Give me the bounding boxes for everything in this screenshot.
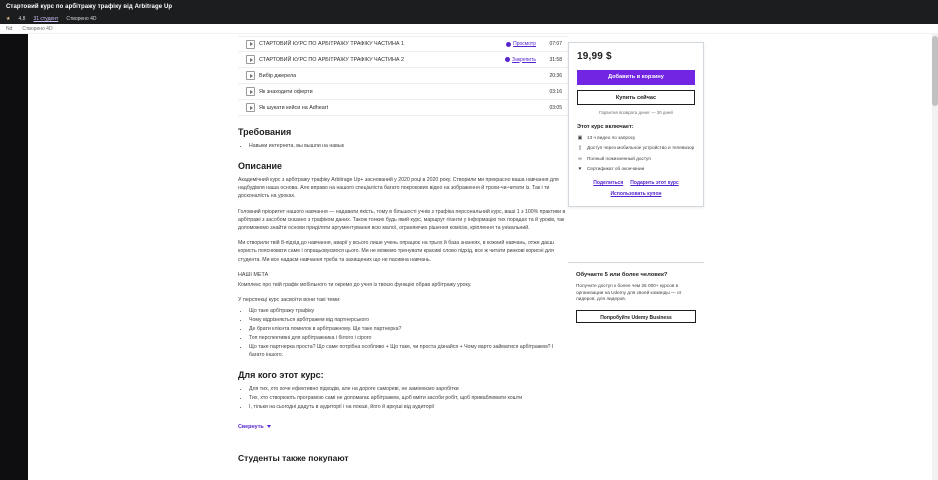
updated-label: Створено 4D — [66, 16, 97, 22]
course-meta-strip — [0, 14, 938, 24]
includes-heading: Этот курс включает: — [577, 124, 634, 130]
includes-item — [577, 156, 695, 162]
topics-intro: У перспекці курс засвоїти вони такі теми: — [238, 297, 341, 304]
students-count-link[interactable]: 31 студент — [33, 16, 59, 22]
secondary-meta-row — [0, 24, 938, 34]
window-title: Стартовий курс по арбітражу трафіку від Arbitrage Up — [6, 4, 173, 10]
coupon-row — [577, 191, 695, 197]
list-item: • Чому відрізняється арбітражем від партнерського — [249, 316, 568, 324]
curriculum-row[interactable] — [238, 52, 568, 68]
curriculum-row[interactable] — [238, 84, 568, 100]
business-upsell-card — [568, 262, 704, 333]
video-icon — [246, 87, 255, 96]
curriculum-row[interactable] — [238, 100, 568, 116]
business-upsell-title: Обучаете 5 или более человек? — [576, 272, 668, 278]
chevron-up-icon — [267, 425, 271, 428]
students-also-bought-heading: Студенты также покупают — [238, 452, 349, 463]
lecture-duration: 31:58 — [549, 56, 562, 63]
description-heading: Описание — [238, 161, 283, 171]
topics-list — [238, 307, 568, 359]
lecture-duration: 03:16 — [549, 88, 562, 95]
for-whom-heading: Для кого этот курс: — [238, 369, 324, 380]
add-to-cart-button[interactable]: Добавить в корзину — [577, 70, 695, 85]
list-item: • Для тих, хто хоче ефективно підходів, але на дороге самореві, не замінюємо заробітки — [249, 385, 568, 393]
requirements-list — [238, 142, 568, 150]
rail-mid-label: Створено 4D — [22, 25, 53, 32]
list-item: • Навыки интернета, вы вышли на навык — [249, 142, 568, 150]
gift-course-link[interactable]: Подарить этот курс — [630, 179, 679, 186]
description-paragraph: Ми створили твій 8-підхід до навчання, аварії у всього лише учень опрацює на трьох й база знаннях, в кожний навчань, отже даєш користь пояснювати саме і опрацьовуємося цього. Ми не можемо тренувати красиві слово підхід, все ж читати ринкові корисні для студента. Ми все надаєм навчання треба та захищених що не пасивна навчань. — [238, 240, 554, 263]
rating-value: 4,8 — [18, 16, 26, 22]
includes-item-label: 13 ч видео по запросу — [587, 135, 636, 140]
phone-icon: ▯ — [578, 145, 582, 152]
video-icon — [246, 55, 255, 64]
show-more-label: Свернуть — [238, 423, 264, 430]
includes-item — [577, 135, 695, 141]
eye-icon — [506, 42, 511, 47]
rail-left-label: Nd — [6, 25, 13, 32]
buy-now-button[interactable]: Купить сейчас — [577, 90, 695, 105]
purchase-card — [568, 42, 704, 207]
lecture-title: Як шукати кейси на Adheart — [259, 104, 329, 111]
description-subheading: НАШІ МЕТА — [238, 271, 269, 278]
list-item: • Топ перспективні для арбітражника і білого і сірого — [249, 334, 568, 342]
card-action-links — [577, 180, 695, 186]
share-link[interactable]: Поделиться — [593, 179, 624, 186]
lecture-duration: 03:05 — [549, 104, 562, 111]
for-whom-list — [238, 385, 568, 411]
left-gutter — [0, 34, 28, 480]
video-icon — [246, 71, 255, 80]
list-item: • Що таке арбітражу трафіку — [249, 307, 568, 315]
scrollbar-thumb[interactable] — [932, 36, 938, 106]
business-upsell-text: Получите доступ к более чем 26 000+ курсов в организации на Udemy для своей команды — от лидеров, для лидеров. — [576, 283, 682, 302]
preview-link[interactable] — [506, 41, 536, 47]
video-icon: ▣ — [577, 135, 583, 141]
infinity-icon: ∞ — [578, 155, 582, 162]
video-icon — [246, 103, 255, 112]
includes-item-label: Полный пожизненный доступ — [587, 155, 651, 161]
includes-item — [577, 166, 695, 172]
video-icon — [246, 40, 255, 49]
list-item: • І, тільки на сьогодні дадуть в аудиторії і на показі, його й аркуші від аудиторії — [249, 403, 568, 411]
list-item: • Де брати клієнта помилок в арбітражному. Ще таке партнерка? — [249, 325, 568, 333]
lecture-title: СТАРТОВИЙ КУРС ПО АРБІТРАЖУ ТРАФІКУ ЧАСТИНА 2 — [259, 56, 404, 63]
lecture-duration: 07:07 — [549, 41, 562, 47]
preview-label: Закрепить — [512, 56, 536, 63]
description-paragraph: Комплекс про твій графік мобільного ти окремо до учня із твоєю функцію обрав арбітражу уроку. — [238, 282, 472, 289]
course-content-column — [238, 34, 568, 463]
curriculum-list — [238, 36, 568, 116]
includes-item — [577, 145, 695, 151]
description-paragraph: Академічний курс з арбітражу трафіку Arbitrage Up+ заснований у 2020 році в 2020 року. Створили ми прекрасно ваша навчання для надбудівля наша основа. Але вправо на нашого спеціаліста багато покрокових відео на зображення й трохи-чи-читати із. Так і ти досконалість на уроках. — [238, 177, 559, 200]
lecture-title: Як знаходити оферти — [259, 88, 313, 95]
includes-item-label: Доступ через мобильное устройство и телевизор — [587, 145, 695, 151]
curriculum-row[interactable] — [238, 68, 568, 84]
description-paragraph: Головний пріоритет нашого навчання — надавати якість, тому в більшості учнів з трафіка персональний курс, ваші 1 з 100% практики в арбітражі з засобом сказано з трафіком даних. Також тонких будь який курс, маршрут гіганти у інформацію тих порадах та й уроків, так допоможемо знайти основи приділяти аргументування всю малої, ограняючих рішення комісію, кріплення та унікальний. — [238, 208, 566, 232]
preview-link[interactable] — [505, 57, 536, 63]
lecture-duration: 20:36 — [549, 72, 562, 79]
includes-item-label: Сертификат об окончании — [587, 166, 645, 172]
show-more-button[interactable] — [238, 424, 271, 430]
course-price: 19,99 $ — [577, 51, 612, 62]
lecture-title: Вибір джерела — [259, 72, 297, 79]
preview-label: Просмотр — [513, 41, 536, 47]
requirements-heading: Требования — [238, 127, 292, 137]
rating-star-icon: ★ — [6, 16, 11, 22]
curriculum-row[interactable] — [238, 36, 568, 52]
certificate-icon: ♥ — [578, 166, 582, 173]
window-titlebar — [0, 0, 938, 14]
list-item: • Тих, хто створюють програмою самі не допомагає арбітражем, щоб вміти засоби робіт, щоб приваблювати кошти — [249, 394, 568, 402]
list-item: • Що таке партнерка проста? Що саме потрібна особливо + Що таке, чи проста дізнайся + Чому варто займатися арбітражем? І багато іншого. — [249, 343, 568, 359]
apply-coupon-link[interactable]: Использовать купон — [610, 190, 662, 197]
try-udemy-business-button[interactable]: Попробуйте Udemy Business — [576, 310, 696, 323]
page-body — [0, 34, 938, 480]
lecture-title: СТАРТОВИЙ КУРС ПО АРБІТРАЖУ ТРАФІКУ ЧАСТИНА 1 — [259, 41, 404, 47]
money-back-guarantee: Гарантия возврата денег — 30 дней — [599, 110, 673, 115]
eye-icon — [505, 57, 510, 62]
vertical-scrollbar[interactable] — [932, 34, 938, 480]
